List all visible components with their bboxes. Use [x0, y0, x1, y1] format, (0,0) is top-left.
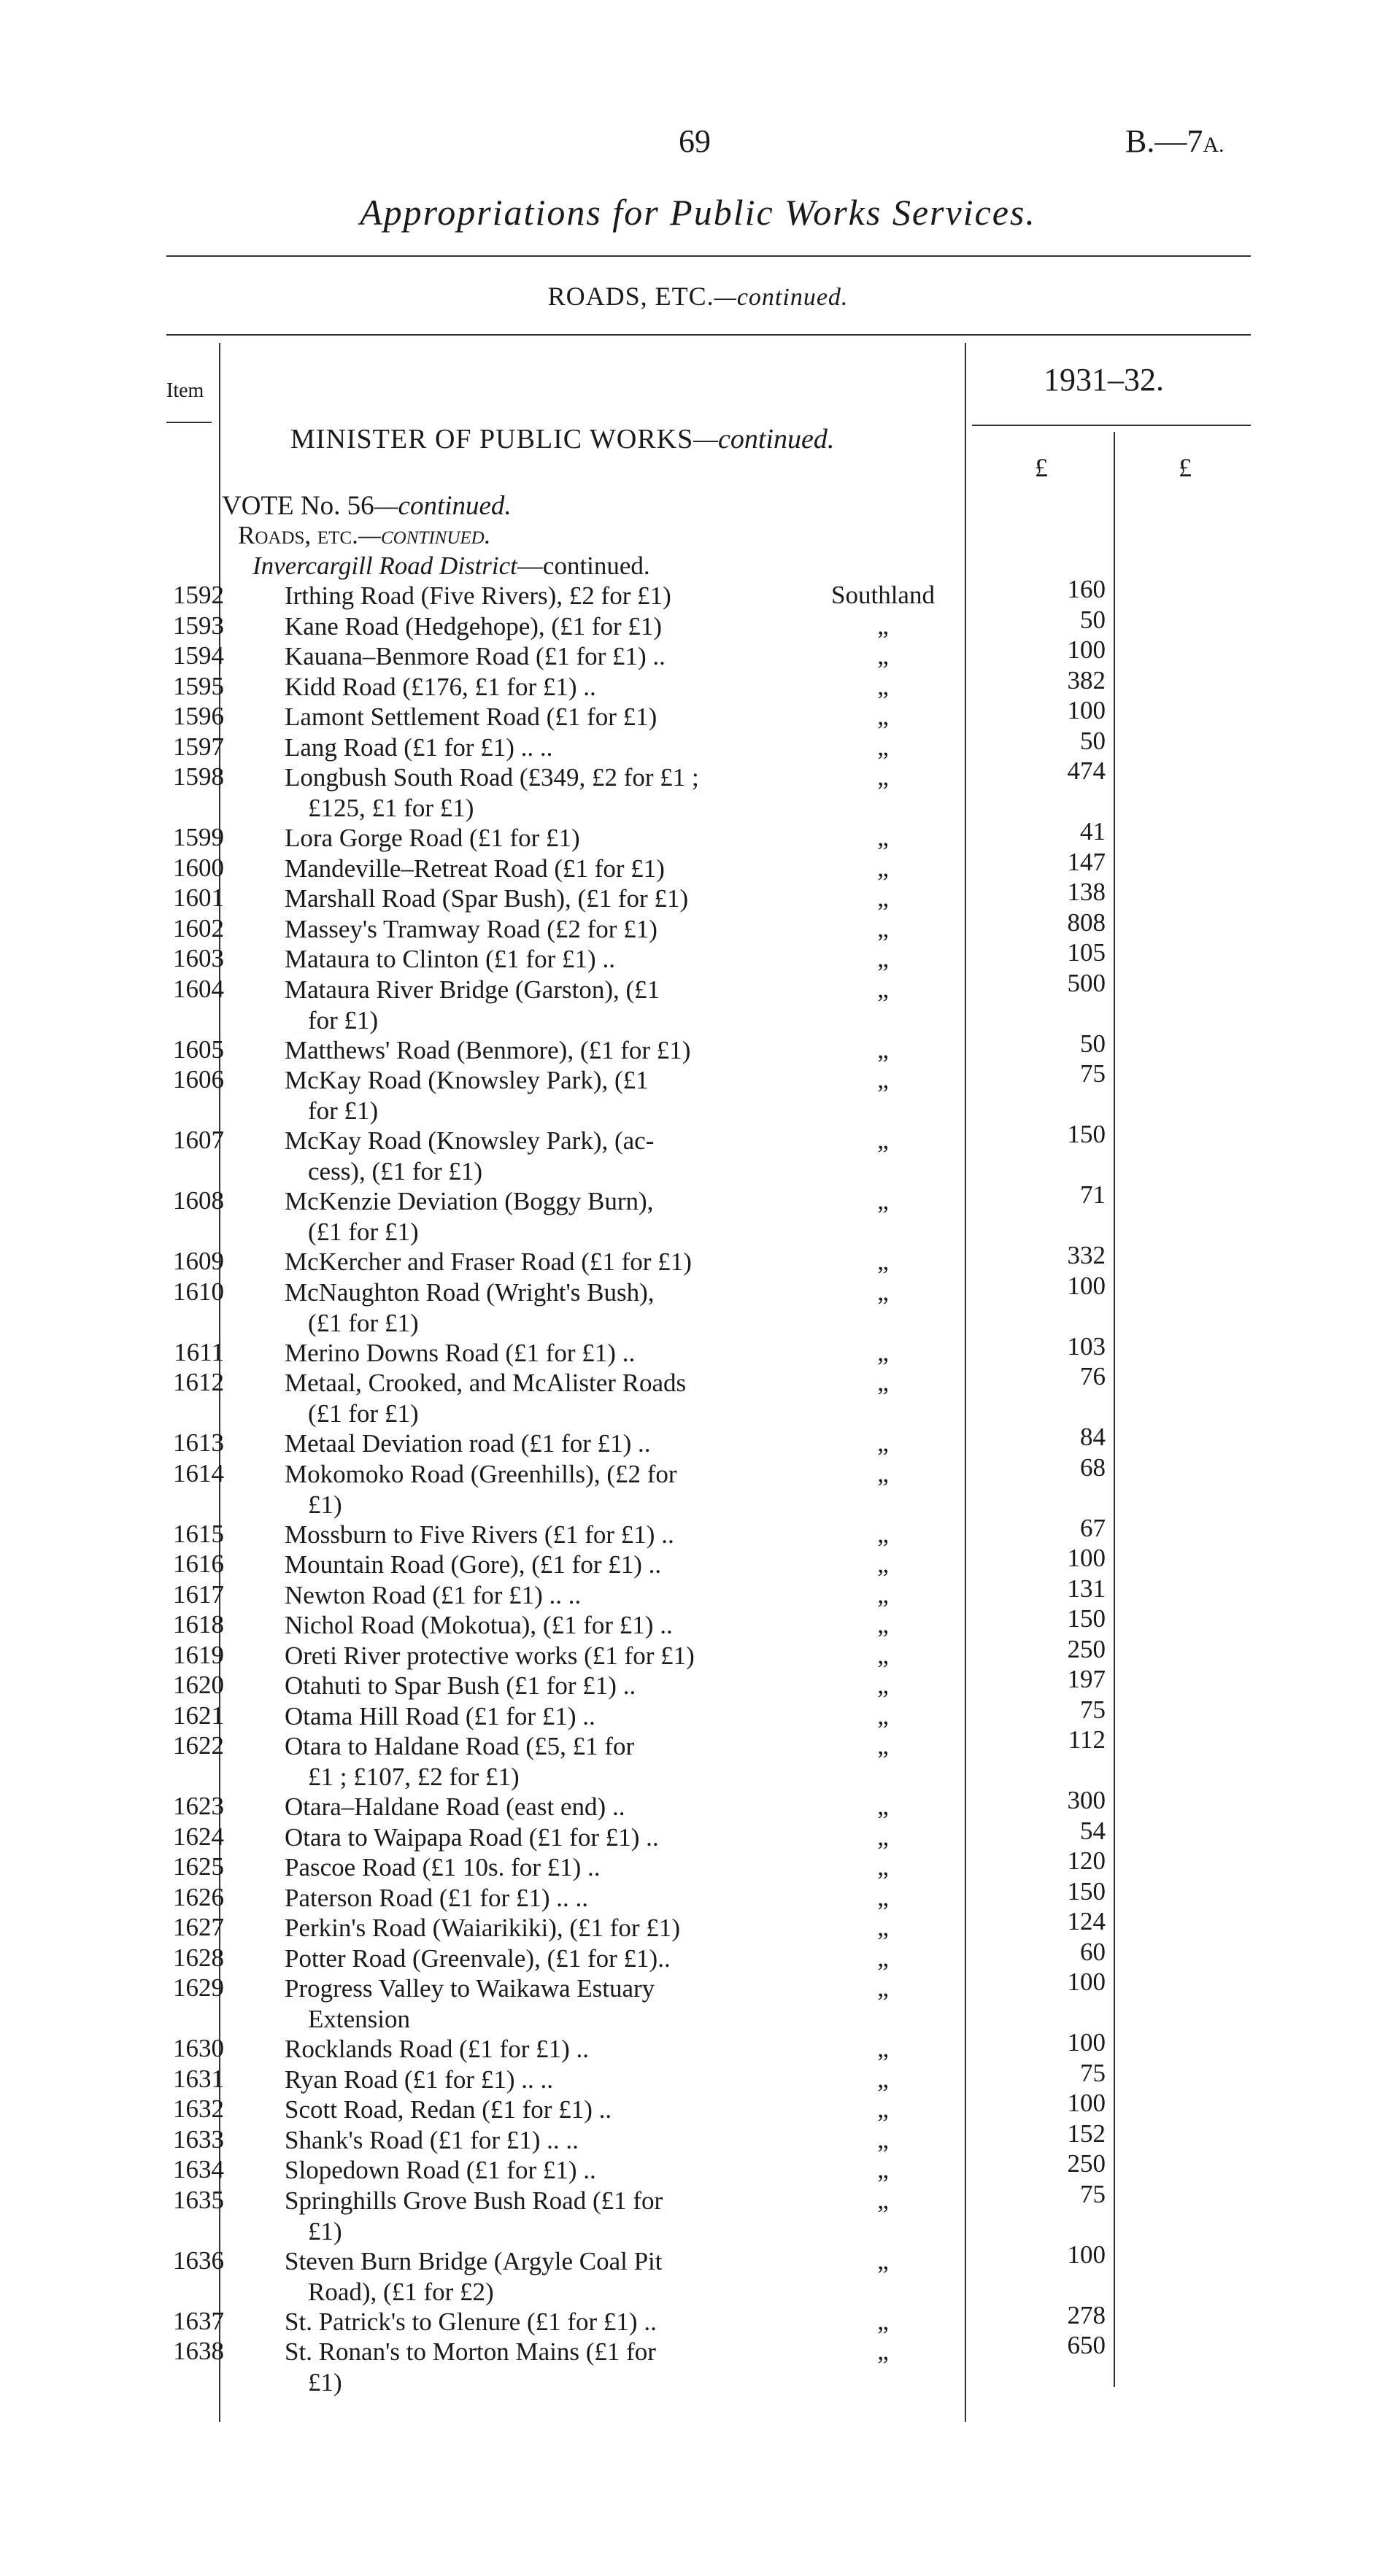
item-amount: 100: [1067, 2089, 1106, 2117]
description-line: St. Patrick's to Glenure (£1 for £1) ..: [285, 2307, 657, 2336]
item-location: „: [877, 2064, 889, 2093]
item-description: [285, 1065, 766, 1126]
item-description: [285, 1943, 766, 1974]
item-location: „: [877, 2095, 889, 2123]
description-line: Metaal Deviation road (£1 for £1) ..: [285, 1429, 651, 1458]
item-description: [285, 1701, 766, 1732]
item-header-rule: [166, 422, 212, 423]
item-number: 1616: [173, 1550, 224, 1578]
item-location: „: [877, 1368, 889, 1396]
description-line: St. Ronan's to Morton Mains (£1 for: [285, 2337, 656, 2366]
item-description: [285, 611, 766, 642]
item-description: [285, 1610, 766, 1641]
item-amount: 60: [1080, 1937, 1106, 1966]
item-amount: 138: [1067, 878, 1106, 906]
description-line: Lang Road (£1 for £1) .. ..: [285, 732, 553, 762]
item-number: 1599: [173, 823, 224, 851]
item-number: 1629: [173, 1973, 224, 2002]
minister-name: MINISTER OF PUBLIC WORKS: [290, 424, 694, 455]
description-line: Perkin's Road (Waiarikiki), (£1 for £1): [285, 1914, 680, 1942]
item-location: „: [877, 1792, 889, 1820]
item-number: 1630: [173, 2034, 224, 2062]
item-location: „: [877, 1610, 889, 1639]
item-location: „: [877, 1731, 889, 1760]
roads-suffix: —continued.: [358, 521, 491, 549]
item-amount: 124: [1067, 1907, 1106, 1935]
item-location: „: [877, 1034, 889, 1064]
item-location: „: [877, 641, 889, 670]
subtitle-main: ROADS, ETC.: [547, 282, 714, 311]
item-amount: 75: [1080, 1059, 1106, 1088]
item-amount: 100: [1067, 1968, 1106, 1996]
item-amount: 103: [1067, 1331, 1106, 1361]
item-amount: 250: [1067, 2149, 1106, 2178]
year-column-header: 1931–32.: [1044, 362, 1164, 398]
item-amount: 152: [1067, 2119, 1106, 2148]
minister-suffix: —continued.: [693, 424, 835, 455]
item-description: [285, 2337, 766, 2398]
item-location: „: [877, 2124, 889, 2154]
description-line: Otara–Haldane Road (east end) ..: [285, 1792, 625, 1821]
description-line: Oreti River protective works (£1 for £1): [285, 1641, 695, 1670]
item-location: „: [877, 1186, 889, 1215]
item-location: „: [877, 2246, 889, 2275]
description-continuation: for £1): [308, 1096, 379, 1125]
description-line: McKay Road (Knowsley Park), (ac-: [285, 1126, 655, 1155]
item-description: [285, 1913, 766, 1943]
item-description: [285, 641, 766, 672]
item-location: „: [877, 1822, 889, 1851]
item-description: [285, 732, 766, 763]
item-amount: 75: [1080, 1695, 1106, 1724]
item-number: 1628: [173, 1943, 224, 1972]
item-amount: 160: [1067, 575, 1106, 603]
document-reference: [1125, 123, 1225, 160]
item-amount: 500: [1067, 968, 1106, 997]
item-number: 1609: [173, 1247, 224, 1275]
item-description: [285, 2065, 766, 2095]
item-location: „: [877, 702, 889, 730]
item-description: [285, 1368, 766, 1429]
item-location: „: [877, 1973, 889, 2002]
description-line: Mokomoko Road (Greenhills), (£2 for: [285, 1459, 677, 1488]
description-line: Nichol Road (Mokotua), (£1 for £1) ..: [285, 1611, 673, 1639]
item-amount: 300: [1067, 1786, 1106, 1814]
item-amount: 278: [1067, 2300, 1106, 2329]
item-amount: 650: [1067, 2331, 1106, 2359]
item-location: „: [877, 2034, 889, 2062]
item-location: „: [877, 1126, 889, 1154]
description-line: Slopedown Road (£1 for £1) ..: [285, 2156, 596, 2184]
item-location: „: [877, 823, 889, 851]
item-amount: 76: [1080, 1362, 1106, 1391]
description-line: Marshall Road (Spar Bush), (£1 for £1): [285, 884, 689, 913]
description-continuation: £1 ; £107, £2 for £1): [308, 1763, 520, 1791]
item-number: 1622: [173, 1731, 224, 1760]
item-description: [285, 1641, 766, 1671]
item-amount: 67: [1080, 1513, 1106, 1542]
item-location: „: [877, 1519, 889, 1548]
item-number: 1613: [173, 1428, 224, 1457]
reference-main: B.—7: [1125, 123, 1203, 159]
item-amount: 100: [1067, 2240, 1106, 2269]
district-heading: [252, 552, 650, 581]
description-line: McNaughton Road (Wright's Bush),: [285, 1277, 655, 1307]
item-description: [285, 854, 766, 884]
item-description: [285, 762, 766, 824]
item-number: 1624: [173, 1822, 224, 1851]
item-amount: 150: [1067, 1120, 1106, 1148]
description-continuation: (£1 for £1): [308, 1308, 419, 1337]
item-location: „: [877, 883, 889, 912]
item-description: [285, 1459, 766, 1520]
item-amount: 474: [1067, 757, 1106, 785]
description-line: McKay Road (Knowsley Park), (£1: [285, 1066, 649, 1094]
item-number: 1634: [173, 2155, 224, 2184]
item-location: Southland: [831, 581, 935, 609]
item-amount: 71: [1080, 1180, 1106, 1209]
description-line: Shank's Road (£1 for £1) .. ..: [285, 2125, 579, 2154]
item-description: [285, 2095, 766, 2125]
item-description: [285, 2125, 766, 2156]
item-location: „: [877, 944, 889, 972]
item-description: [285, 1428, 766, 1459]
item-number: 1638: [173, 2337, 224, 2365]
item-location: „: [877, 2155, 889, 2184]
item-amount: 332: [1067, 1241, 1106, 1269]
minister-heading: [290, 423, 834, 455]
item-location: „: [877, 2185, 889, 2214]
title-rule: [166, 255, 1251, 257]
item-description: [285, 1550, 766, 1580]
item-amount: 41: [1080, 817, 1106, 846]
section-subtitle: [0, 281, 1396, 312]
description-line: Steven Burn Bridge (Argyle Coal Pit: [285, 2246, 663, 2275]
roads-heading: [238, 521, 490, 550]
item-number: 1604: [173, 974, 224, 1003]
description-line: Potter Road (Greenvale), (£1 for £1)..: [285, 1943, 671, 1973]
item-number: 1637: [173, 2306, 224, 2335]
item-number: 1606: [173, 1065, 224, 1094]
page-title: Appropriations for Public Works Services.: [360, 192, 1036, 233]
amount-column-divider: [1114, 432, 1115, 2387]
item-number: 1635: [173, 2185, 224, 2214]
description-line: Kauana–Benmore Road (£1 for £1) ..: [285, 642, 666, 670]
item-location: „: [877, 1852, 889, 1881]
item-location: „: [877, 1913, 889, 1941]
item-amount: 100: [1067, 1271, 1106, 1300]
item-description: [285, 1277, 766, 1339]
item-amount: 68: [1080, 1453, 1106, 1482]
description-line: Otama Hill Road (£1 for £1) ..: [285, 1701, 595, 1730]
item-location: „: [877, 1277, 889, 1306]
item-amount: 382: [1067, 665, 1106, 695]
roads-label: Roads, etc.: [238, 521, 358, 549]
item-number: 1595: [173, 671, 224, 700]
item-number: 1596: [173, 702, 224, 730]
item-number: 1618: [173, 1610, 224, 1639]
item-number: 1612: [173, 1368, 224, 1396]
item-number: 1620: [173, 1671, 224, 1699]
location-column-divider: [965, 343, 966, 2422]
description-line: Mataura to Clinton (£1 for £1) ..: [285, 945, 615, 973]
item-amount: 100: [1067, 696, 1106, 724]
item-amount: 50: [1080, 1029, 1106, 1058]
item-amount: 84: [1080, 1423, 1106, 1451]
item-number: 1621: [173, 1701, 224, 1730]
item-location: „: [877, 2306, 889, 2335]
description-continuation: £125, £1 for £1): [308, 794, 474, 822]
item-number: 1626: [173, 1882, 224, 1911]
item-description: [285, 2246, 766, 2308]
description-line: Kidd Road (£176, £1 for £1) ..: [285, 672, 596, 701]
item-amount: 120: [1067, 1846, 1106, 1875]
item-location: „: [877, 1550, 889, 1578]
item-description: [285, 823, 766, 854]
description-line: McKercher and Fraser Road (£1 for £1): [285, 1248, 692, 1276]
item-amount: 131: [1067, 1574, 1106, 1603]
item-description: [285, 1973, 766, 2035]
description-line: Matthews' Road (Benmore), (£1 for £1): [285, 1035, 691, 1064]
item-number: 1632: [173, 2095, 224, 2123]
item-number: 1603: [173, 944, 224, 972]
vote-label: VOTE No. 56: [222, 491, 374, 521]
item-description: [285, 1247, 766, 1277]
item-location: „: [877, 1065, 889, 1094]
subtitle-suffix: —continued.: [714, 284, 849, 311]
reference-suffix: A.: [1203, 133, 1225, 157]
item-amount: 112: [1068, 1725, 1106, 1754]
item-location: „: [877, 1701, 889, 1730]
description-line: Otara to Haldane Road (£5, £1 for: [285, 1732, 635, 1760]
description-continuation: £1): [308, 2216, 342, 2246]
item-location: „: [877, 1458, 889, 1488]
item-description: [285, 1338, 766, 1369]
item-description: [285, 1186, 766, 1248]
item-number: 1593: [173, 611, 224, 640]
item-number: 1623: [173, 1792, 224, 1820]
item-description: [285, 914, 766, 945]
description-line: Pascoe Road (£1 10s. for £1) ..: [285, 1853, 601, 1881]
item-description: [285, 883, 766, 914]
item-location: „: [877, 1943, 889, 1972]
description-continuation: for £1): [308, 1005, 379, 1034]
item-description: [285, 2034, 766, 2065]
item-number: 1614: [173, 1458, 224, 1488]
description-line: Progress Valley to Waikawa Estuary: [285, 1974, 655, 2003]
item-number: 1636: [173, 2246, 224, 2275]
pound-header-col2: £: [1179, 453, 1192, 482]
item-description: [285, 975, 766, 1036]
item-description: [285, 1035, 766, 1066]
item-description: [285, 702, 766, 732]
item-location: „: [877, 762, 889, 791]
description-line: Springhills Grove Bush Road (£1 for: [285, 2186, 663, 2215]
item-number: 1597: [173, 732, 224, 761]
item-location: „: [877, 913, 889, 943]
item-description: [285, 2186, 766, 2247]
item-location: „: [877, 1671, 889, 1699]
item-amount: 105: [1067, 938, 1106, 967]
item-number: 1633: [173, 2124, 224, 2154]
item-amount: 100: [1067, 1544, 1106, 1572]
item-description: [285, 1580, 766, 1611]
item-location: „: [877, 1428, 889, 1457]
item-number: 1592: [173, 581, 224, 609]
item-amount: 100: [1067, 635, 1106, 664]
item-location: „: [877, 732, 889, 761]
item-location: „: [877, 1579, 889, 1609]
description-continuation: (£1 for £1): [308, 1399, 419, 1428]
description-line: Longbush South Road (£349, £2 for £1 ;: [285, 763, 699, 792]
item-location: „: [877, 853, 889, 882]
item-amount: 100: [1067, 2028, 1106, 2057]
item-number: 1627: [173, 1913, 224, 1941]
description-line: McKenzie Deviation (Boggy Burn),: [285, 1187, 654, 1215]
item-description: [285, 944, 766, 975]
table-top-rule: [166, 334, 1251, 336]
description-line: Rocklands Road (£1 for £1) ..: [285, 2035, 590, 2063]
vote-heading: [222, 490, 512, 522]
item-amount: 147: [1067, 847, 1106, 876]
item-amount: 54: [1080, 1816, 1106, 1845]
item-amount: 75: [1080, 2058, 1106, 2087]
item-number: 1617: [173, 1579, 224, 1609]
description-line: Otahuti to Spar Bush (£1 for £1) ..: [285, 1671, 636, 1700]
description-line: Merino Downs Road (£1 for £1) ..: [285, 1338, 636, 1367]
item-description: [285, 672, 766, 703]
item-location: „: [877, 1882, 889, 1911]
item-description: [285, 581, 766, 611]
item-description: [285, 1822, 766, 1853]
item-amount: 75: [1080, 2179, 1106, 2208]
description-continuation: Extension: [308, 2005, 410, 2033]
item-description: [285, 1731, 766, 1792]
description-line: Otara to Waipapa Road (£1 for £1) ..: [285, 1822, 659, 1852]
description-line: Mossburn to Five Rivers (£1 for £1) ..: [285, 1520, 674, 1549]
item-location: „: [877, 671, 889, 700]
item-amount: 150: [1067, 1604, 1106, 1633]
district-suffix: —continued.: [517, 552, 650, 580]
item-amount: 50: [1080, 726, 1106, 755]
item-number: 1631: [173, 2064, 224, 2093]
description-line: Lamont Settlement Road (£1 for £1): [285, 703, 657, 731]
description-continuation: cess), (£1 for £1): [308, 1157, 483, 1185]
item-location: „: [877, 1640, 889, 1669]
item-number: 1605: [173, 1034, 224, 1064]
item-number: 1608: [173, 1186, 224, 1215]
description-line: Ryan Road (£1 for £1) .. ..: [285, 2065, 553, 2094]
description-continuation: Road), (£1 for £2): [308, 2277, 494, 2306]
item-description: [285, 1671, 766, 1701]
item-number: 1625: [173, 1852, 224, 1881]
item-description: [285, 1852, 766, 1883]
item-amount: 808: [1067, 908, 1106, 937]
description-line: Irthing Road (Five Rivers), £2 for £1): [285, 581, 671, 610]
district-label: Invercargill Road District: [252, 552, 517, 580]
item-amount: 150: [1067, 1876, 1106, 1906]
item-description: [285, 2307, 766, 2337]
vote-suffix: —continued.: [374, 491, 512, 521]
item-description: [285, 1883, 766, 1914]
description-line: Kane Road (Hedgehope), (£1 for £1): [285, 611, 663, 641]
description-line: Mataura River Bridge (Garston), (£1: [285, 975, 660, 1004]
item-location: „: [877, 1337, 889, 1366]
item-number: 1598: [173, 762, 224, 791]
item-number: 1602: [173, 913, 224, 943]
description-continuation: £1): [308, 1490, 342, 1519]
description-line: Scott Road, Redan (£1 for £1) ..: [285, 2095, 612, 2124]
item-number: 1610: [173, 1277, 224, 1306]
item-location: „: [877, 1247, 889, 1275]
description-line: Mountain Road (Gore), (£1 for £1) ..: [285, 1550, 662, 1579]
description-line: Mandeville–Retreat Road (£1 for £1): [285, 854, 665, 883]
item-description: [285, 1792, 766, 1822]
item-column-header: Item: [166, 379, 204, 402]
item-number: 1594: [173, 641, 224, 670]
item-number: 1619: [173, 1640, 224, 1669]
item-description: [285, 2155, 766, 2186]
item-location: „: [877, 611, 889, 640]
item-location: „: [877, 974, 889, 1003]
description-continuation: £1): [308, 2368, 342, 2397]
item-number: 1601: [173, 883, 224, 912]
item-number: 1600: [173, 853, 224, 882]
item-description: [285, 1126, 766, 1187]
item-amount: 250: [1067, 1634, 1106, 1663]
item-amount: 197: [1067, 1665, 1106, 1693]
item-number: 1607: [173, 1126, 224, 1154]
item-amount: 50: [1080, 605, 1106, 634]
item-number: 1611: [174, 1337, 224, 1366]
item-location: „: [877, 2337, 889, 2365]
description-line: Paterson Road (£1 for £1) .. ..: [285, 1883, 589, 1912]
description-line: Massey's Tramway Road (£2 for £1): [285, 914, 657, 943]
item-number: 1615: [173, 1519, 224, 1548]
description-continuation: (£1 for £1): [308, 1218, 419, 1246]
description-line: Lora Gorge Road (£1 for £1): [285, 824, 580, 852]
pound-header-col1: £: [1035, 453, 1048, 482]
description-line: Newton Road (£1 for £1) .. ..: [285, 1580, 582, 1609]
item-description: [285, 1520, 766, 1550]
page-number: 69: [679, 123, 711, 159]
year-header-rule: [972, 425, 1251, 426]
description-line: Metaal, Crooked, and McAlister Roads: [285, 1369, 687, 1397]
